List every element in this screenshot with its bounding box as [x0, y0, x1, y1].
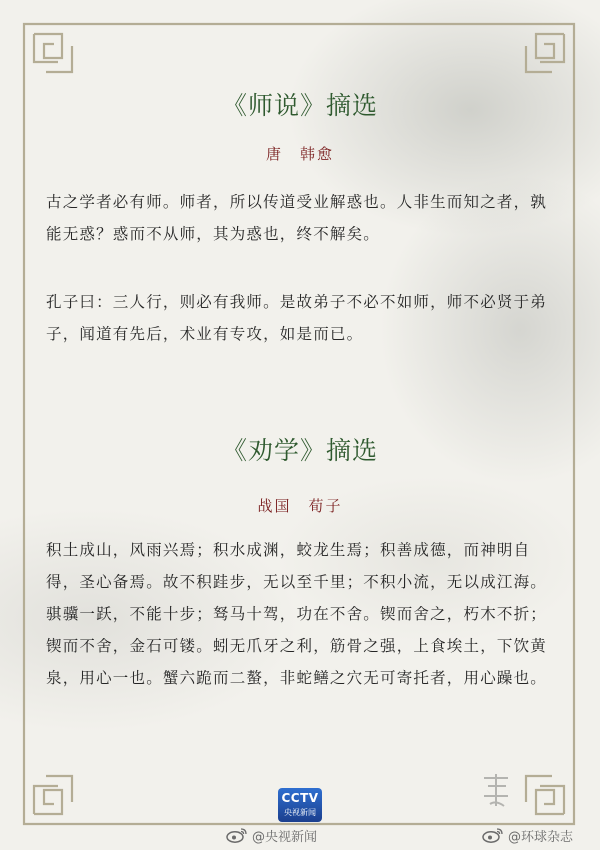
weibo-icon	[226, 827, 248, 843]
section2-author: 战国 荀子	[257, 497, 343, 515]
section2-title: 《劝学》摘选	[221, 436, 378, 465]
section1-paragraph-1: 古之学者必有师。师者，所以传道受业解惑也。人非生而知之者，孰能无惑？惑而不从师，其为惑也，终不解矣。	[46, 193, 548, 243]
watermark-cctv	[226, 826, 317, 844]
section1-paragraph-2: 孔子曰：三人行，则必有我师。是故弟子不必不如师，师不必贤于弟子，闻道有先后，术业有专攻，如是而已。	[46, 293, 548, 343]
watermark-global	[482, 826, 573, 844]
section2-paragraph-1: 积土成山，风雨兴焉；积水成渊，蛟龙生焉；积善成德，而神明自得，圣心备焉。故不积跬步，无以至千里；不积小流，无以成江海。骐骥一跃，不能十步；驽马十驾，功在不舍。锲而舍之，朽木不折；锲而不舍，金石可镂。蚓无爪牙之利，筋骨之强，上食埃土，下饮黄泉，用心一也。蟹六跪而二螯，非蛇鳝之穴无可寄托者，用心躁也。	[46, 541, 548, 687]
logo-letters: CCTV	[281, 791, 319, 805]
decorative-frame	[18, 18, 580, 830]
section1-title: 《师说》摘选	[221, 91, 378, 120]
logo-caption: 央视新闻	[284, 808, 316, 817]
section1-author: 唐 韩愈	[265, 145, 334, 163]
watermark-cctv-text: @央视新闻	[252, 829, 318, 845]
weibo-icon	[482, 827, 504, 843]
cctv-news-logo	[278, 788, 322, 822]
ink-seal-mark	[478, 770, 514, 810]
watermark-global-text: @环球杂志	[508, 829, 574, 845]
